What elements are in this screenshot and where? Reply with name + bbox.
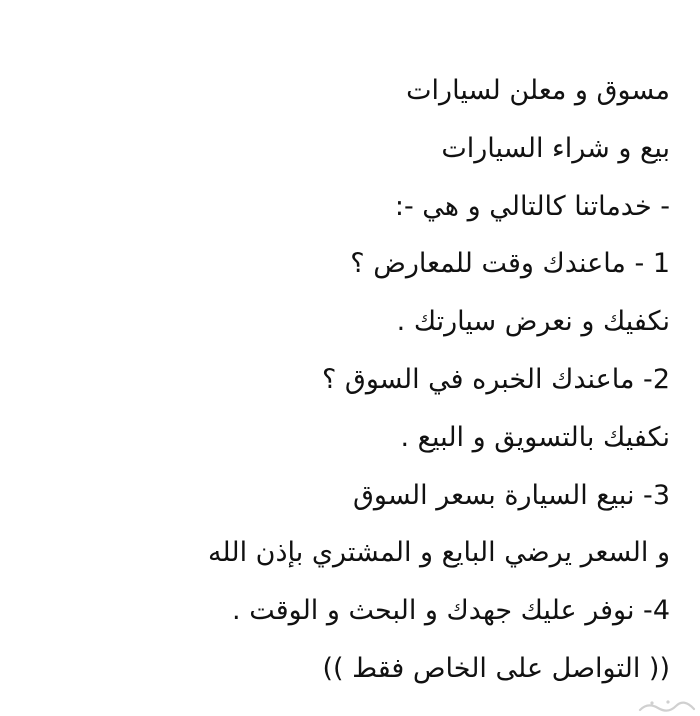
- post-line-title: مسوق و معلن لسيارات: [406, 75, 670, 106]
- post-line-service-1: 1 - ماعندك وقت للمعارض ؟: [350, 248, 670, 280]
- post-line-service-2: 2- ماعندك الخبره في السوق ؟: [321, 363, 670, 395]
- post-line-service-2-answer: نكفيك بالتسويق و البيع .: [400, 421, 670, 453]
- post-line-service-4: 4- نوفر عليك جهدك و البحث و الوقت .: [232, 595, 670, 627]
- post-body: [20, 62, 670, 698]
- post-line-service-3: 3- نبيع السيارة بسعر السوق: [352, 479, 670, 511]
- post-line-service-3-detail: و السعر يرضي البايع و المشتري بإذن الله: [207, 537, 670, 569]
- site-watermark-logo: [638, 698, 696, 714]
- post-line-services-heading: - خدماتنا كالتالي و هي -:: [394, 190, 670, 222]
- post-line-subtitle: بيع و شراء السيارات: [441, 132, 670, 164]
- post-line-contact: (( التواصل على الخاص فقط )): [322, 652, 670, 684]
- post-line-service-1-answer: نكفيك و نعرض سيارتك .: [396, 306, 670, 338]
